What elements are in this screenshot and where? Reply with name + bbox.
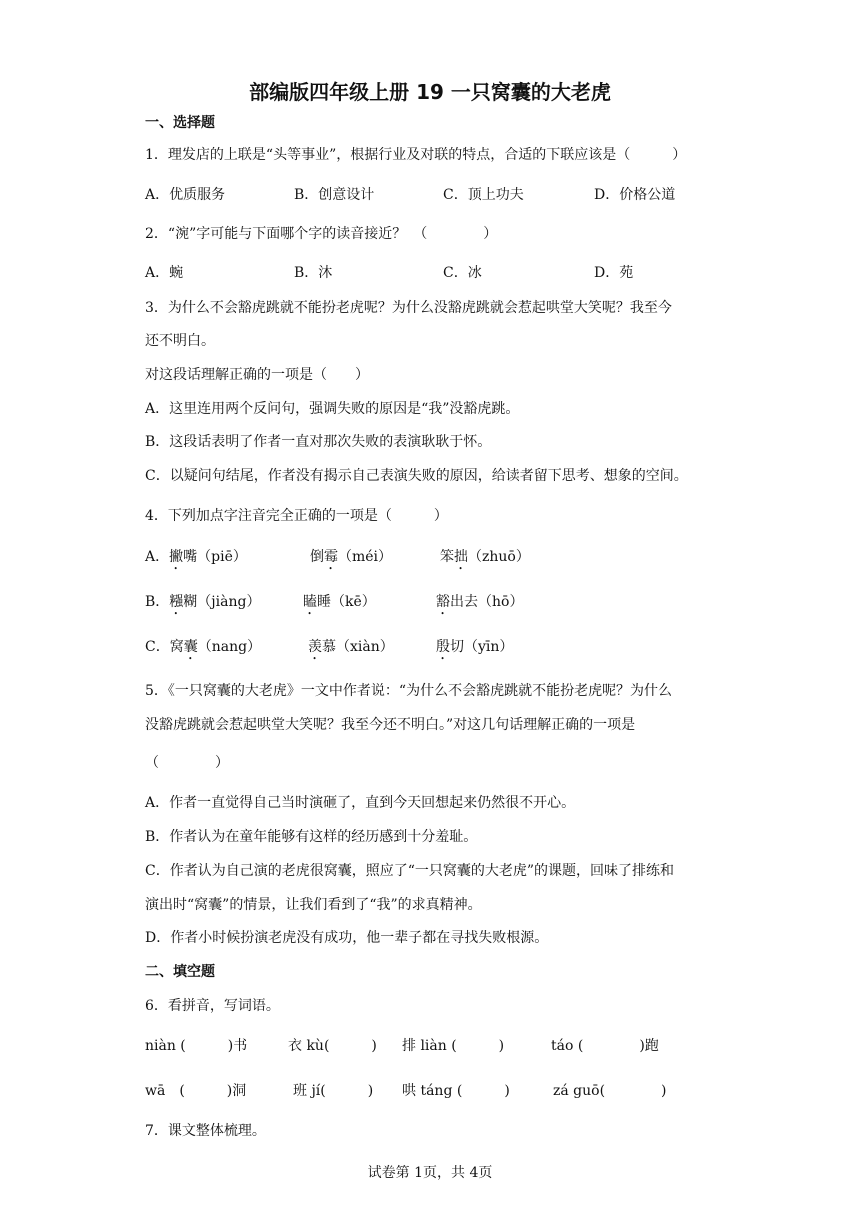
emphasis-char: 拙 xyxy=(454,549,468,565)
pinyin-blank: táo ( )跑 xyxy=(551,1038,659,1054)
emphasis-char: 瞌 xyxy=(303,594,317,610)
q4-option-a-word2: 倒霉（méi） xyxy=(310,549,393,565)
emphasis-char: 囊 xyxy=(183,639,198,655)
q4-option-b-word2: 瞌睡（kē） xyxy=(303,594,376,610)
q5-option-a: A．作者一直觉得自己当时演砸了，直到今天回想起来仍然很不开心。 xyxy=(145,795,576,811)
emphasis-char: 羡 xyxy=(308,639,322,655)
pinyin-blank: 衣 kù( ) xyxy=(288,1038,377,1054)
page-footer: 试卷第 1页，共 4页 xyxy=(367,1165,493,1181)
question-5-stem-line1: 5．《一只窝囊的大老虎》一文中作者说：“为什么不会豁虎跳就不能扮老虎呢？为什么 xyxy=(145,683,673,699)
pinyin-blank: wā ( )洞 xyxy=(145,1083,247,1099)
question-4-stem: 4．下列加点字注音完全正确的一项是（ ） xyxy=(145,508,448,524)
q5-option-d: D．作者小时候扮演老虎没有成功，他一辈子都在寻找失败根源。 xyxy=(145,930,549,946)
q2-option-d: D．苑 xyxy=(594,265,634,281)
question-7-stem: 7．课文整体梳理。 xyxy=(145,1123,266,1139)
question-5-answer-blank: （ ） xyxy=(145,755,229,771)
q4-option-a-word1: A．撇嘴（piē） xyxy=(145,549,247,565)
q4-option-b-word1: B．糨糊（jiàng） xyxy=(145,594,261,610)
emphasis-char: 撇 xyxy=(169,549,184,565)
pinyin-blank: niàn ( )书 xyxy=(145,1038,248,1054)
q3-option-a: A．这里连用两个反问句，强调失败的原因是“我”没豁虎跳。 xyxy=(145,401,520,417)
q2-option-b: B．沐 xyxy=(294,265,333,281)
question-2-stem: 2．“涴”字可能与下面哪个字的读音接近？ （ ） xyxy=(145,226,498,242)
q4-option-b-word3: 豁出去（hō） xyxy=(436,594,524,610)
question-6-stem: 6．看拼音，写词语。 xyxy=(145,998,280,1014)
emphasis-char: 殷 xyxy=(436,639,450,655)
q2-option-a: A．蜿 xyxy=(145,265,184,281)
q3-option-c: C．以疑问句结尾，作者没有揭示自己表演失败的原因，给读者留下思考、想象的空间。 xyxy=(145,468,688,484)
section-heading-choice: 一、选择题 xyxy=(145,115,215,131)
q4-option-a-word3: 笨拙（zhuō） xyxy=(440,549,530,565)
q1-option-a: A．优质服务 xyxy=(145,187,226,203)
q4-option-c-word2: 羡慕（xiàn） xyxy=(308,639,394,655)
q1-option-b: B．创意设计 xyxy=(294,187,375,203)
q5-option-c-line1: C．作者认为自己演的老虎很窝囊，照应了“一只窝囊的大老虎”的课题，回味了排练和 xyxy=(145,863,675,879)
q1-option-c: C．顶上功夫 xyxy=(443,187,524,203)
question-3-prompt: 对这段话理解正确的一项是（ ） xyxy=(145,367,369,383)
pinyin-blank: 哄 táng ( ) xyxy=(402,1083,510,1099)
question-5-stem-line2: 没豁虎跳就会惹起哄堂大笑呢？我至今还不明白。”对这几句话理解正确的一项是 xyxy=(145,717,636,733)
emphasis-char: 豁 xyxy=(436,594,450,610)
q5-option-c-line2: 演出时“窝囊”的情景，让我们看到了“我”的求真精神。 xyxy=(145,897,482,913)
q5-option-b: B．作者认为在童年能够有这样的经历感到十分羞耻。 xyxy=(145,829,478,845)
q2-option-c: C．冰 xyxy=(443,265,482,281)
page-title: 部编版四年级上册 19 一只窝囊的大老虎 xyxy=(249,80,611,104)
q4-option-c-word3: 殷切（yīn） xyxy=(436,639,514,655)
pinyin-blank: zá guō( ) xyxy=(553,1083,667,1099)
q3-option-b: B．这段话表明了作者一直对那次失败的表演耿耿于怀。 xyxy=(145,434,492,450)
emphasis-char: 糨 xyxy=(169,594,184,610)
question-1-stem: 1．理发店的上联是“头等事业”，根据行业及对联的特点，合适的下联应该是（ ） xyxy=(145,147,687,163)
question-3-stem-line2: 还不明白。 xyxy=(145,333,215,349)
q4-option-c-word1: C．窝囊（nang） xyxy=(145,639,262,655)
pinyin-blank: 班 jí( ) xyxy=(293,1083,374,1099)
q1-option-d: D．价格公道 xyxy=(594,187,676,203)
emphasis-char: 霉 xyxy=(324,549,338,565)
section-heading-fill: 二、填空题 xyxy=(145,964,215,980)
pinyin-blank: 排 liàn ( ) xyxy=(402,1038,505,1054)
question-3-stem-line1: 3．为什么不会豁虎跳就不能扮老虎呢？为什么没豁虎跳就会惹起哄堂大笑呢？我至今 xyxy=(145,300,672,316)
